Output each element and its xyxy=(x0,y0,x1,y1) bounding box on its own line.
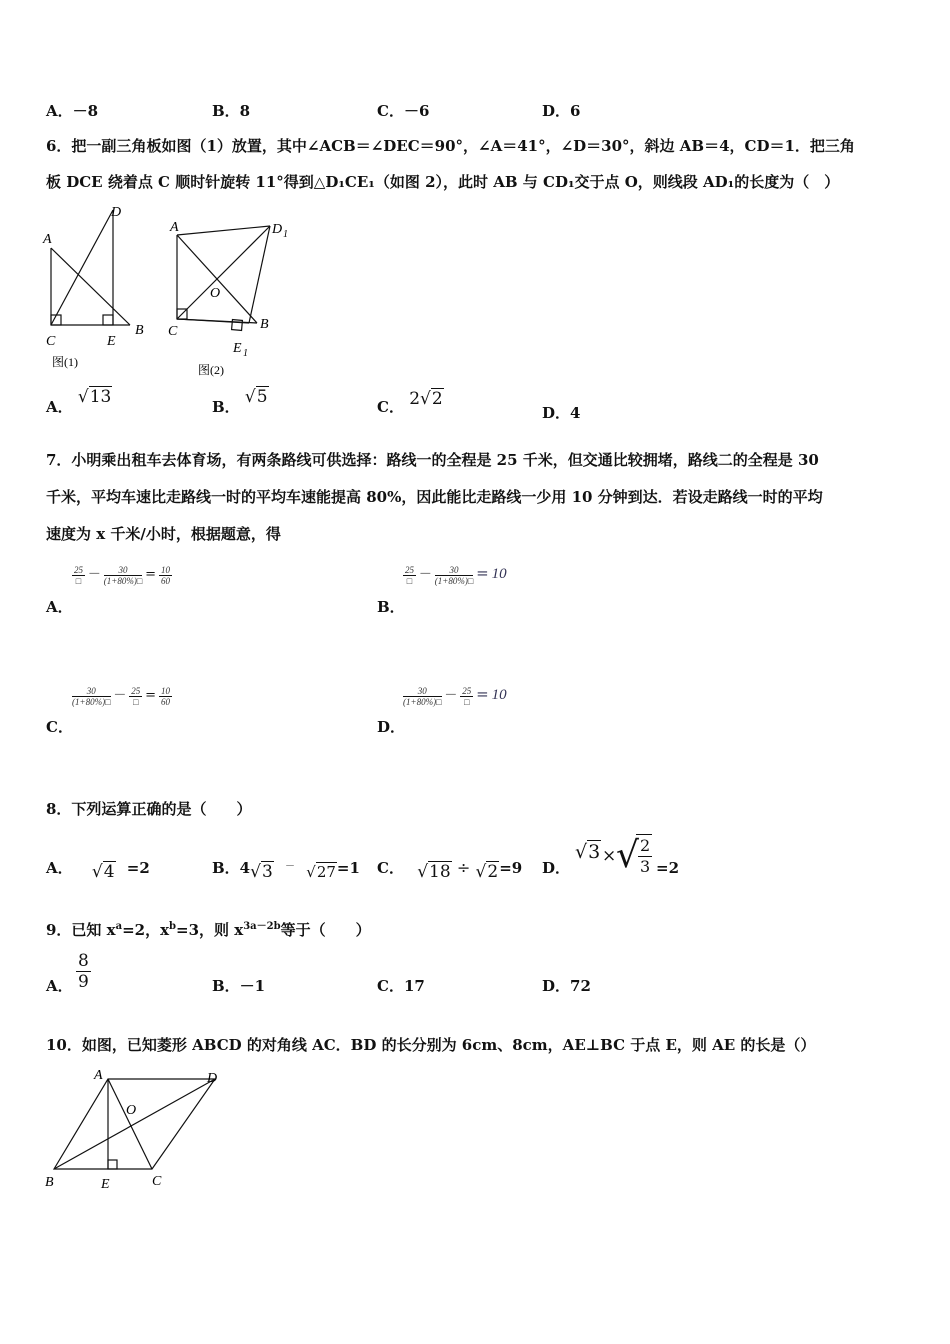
q10-label-d: D xyxy=(207,1071,218,1086)
q7-option-c: C． xyxy=(46,718,73,736)
q10-rhombus-figure xyxy=(40,1062,240,1197)
fig2-label-o: O xyxy=(210,286,221,301)
q7-option-c-formula: $\frac{30}{(1+80\%)□}$ － $\frac{25}{□}$ = $\frac{10}{60}$ xyxy=(72,686,170,707)
q9-stem: 9．已知 $x^a=2$，$x^b=3$，则 $x^{3a-2b}$等于（ ） xyxy=(46,921,371,939)
q8-option-a: A． √4 =2 xyxy=(46,859,150,882)
q5-option-d: D．6 xyxy=(542,102,581,120)
q10-label-b: B xyxy=(45,1175,54,1190)
q6-option-c-value: 2√2 xyxy=(409,389,443,409)
fig2-label-b: B xyxy=(260,317,269,332)
q10-label-a: A xyxy=(94,1068,103,1083)
fig1-label-e: E xyxy=(107,334,116,349)
q6-option-c xyxy=(377,389,444,417)
q6-option-a-label: A． xyxy=(46,398,73,416)
fig1-caption: 图(1) xyxy=(52,355,78,369)
fig1-label-d: D xyxy=(111,205,122,220)
fig2-label-e1: E xyxy=(233,341,242,356)
q9-option-b: B．－1 xyxy=(212,977,266,995)
q7-stem-line2: 千米，平均车速比走路线一时的平均车速能提高 80%，因此能比走路线一少用 10 分钟到达．若设走路线一时的平均 xyxy=(46,488,823,506)
fig2-label-a: A xyxy=(170,220,179,235)
fig2-label-c: C xyxy=(168,324,178,339)
q5-option-b: B．8 xyxy=(212,102,251,120)
q5-option-c: C．－6 xyxy=(377,102,430,120)
q6-option-b xyxy=(212,387,269,417)
q6-option-a-value: √13 xyxy=(77,387,112,407)
fig1-label-b: B xyxy=(135,323,144,338)
q8-option-c: C． √18 ÷ √2=9 xyxy=(377,858,523,882)
fig2-label-d1: D xyxy=(272,222,283,237)
q6-stem-line1: 6．把一副三角板如图（1）放置，其中∠ACB＝∠DEC＝90°，∠A＝41°，∠D＝30°，斜边 AB＝4，CD＝1．把三角 xyxy=(46,137,855,155)
q6-option-c-label: C． xyxy=(377,398,404,416)
q6-option-b-label: B． xyxy=(212,398,240,416)
fig1-label-c: C xyxy=(46,334,56,349)
q6-option-a xyxy=(46,387,112,417)
q9-option-d: D．72 xyxy=(542,977,591,995)
q6-figure-1 xyxy=(51,210,130,325)
q10-label-o: O xyxy=(126,1103,137,1118)
q9-option-c: C．17 xyxy=(377,977,425,995)
q7-option-d: D． xyxy=(377,718,406,736)
q10-label-c: C xyxy=(152,1174,162,1189)
q6-option-b-value: √5 xyxy=(244,387,268,407)
q7-stem-line1: 7．小明乘出租车去体育场，有两条路线可供选择：路线一的全程是 25 千米，但交通比较拥堵，路线二的全程是 30 xyxy=(46,451,819,469)
fig2-label-d1-sub: 1 xyxy=(283,229,288,240)
q6-figures xyxy=(40,200,300,380)
q7-stem-line3: 速度为 x 千米/小时，根据题意，得 xyxy=(46,525,281,543)
q7-option-a-formula: $\frac{25}{□}$ － $\frac{30}{(1+80\%)□}$ = $\frac{10}{60}$ xyxy=(74,565,170,586)
q8-option-b: B．4√3 － √27=1 xyxy=(212,859,360,882)
fig2-caption: 图(2) xyxy=(198,363,224,377)
fig2-label-e1-sub: 1 xyxy=(243,348,248,359)
fig1-label-a: A xyxy=(43,232,52,247)
q10-stem: 10．如图，已知菱形 ABCD 的对角线 AC．BD 的长分别为 6cm、8cm，AE⊥BC 于点 E，则 AE 的长是（） xyxy=(46,1036,816,1054)
q5-option-a: A．－8 xyxy=(46,102,99,120)
q6-figure-2 xyxy=(177,226,270,330)
q7-option-a: A． xyxy=(46,598,73,616)
q10-label-e: E xyxy=(101,1177,110,1192)
q6-option-d: D．4 xyxy=(542,404,581,422)
q6-stem-line2: 板 DCE 绕着点 C 顺时针旋转 11°得到△D₁CE₁（如图 2），此时 AB 与 CD₁交于点 O，则线段 AD₁的长度为（ ） xyxy=(46,173,840,191)
q7-option-d-formula: $\frac{30}{(1+80\%)□}$ － $\frac{25}{□}$ = 10 xyxy=(403,685,507,707)
q7-option-b-formula: $\frac{25}{□}$ － $\frac{30}{(1+80\%)□}$ = 10 xyxy=(405,564,507,586)
q7-option-b: B． xyxy=(377,598,405,616)
q8-stem: 8．下列运算正确的是（ ） xyxy=(46,800,252,818)
